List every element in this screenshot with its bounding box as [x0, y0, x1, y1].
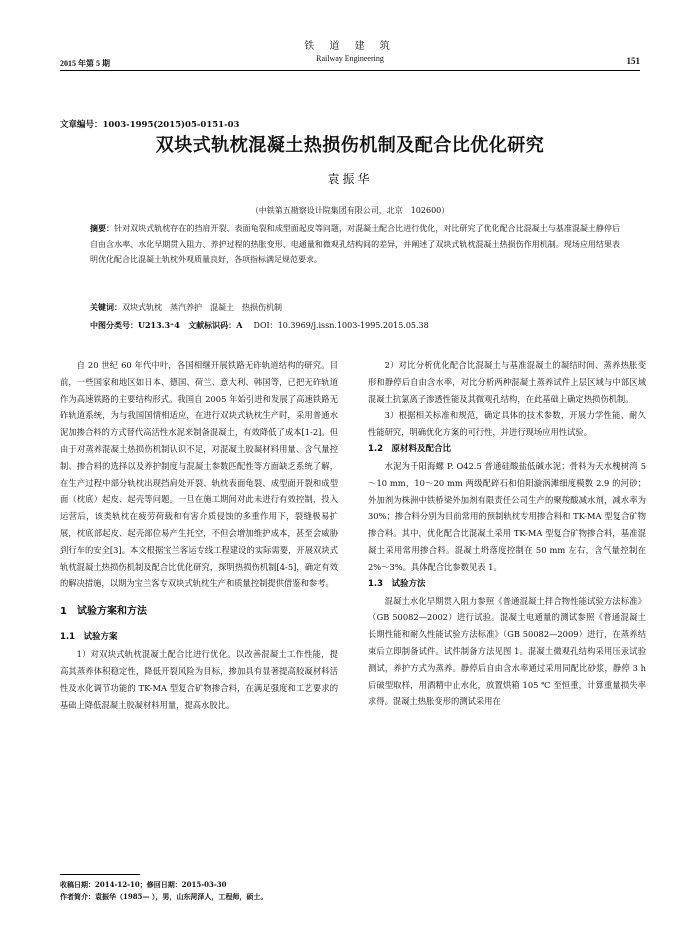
author-affiliation: （中铁第五勘察设计院集团有限公司，北京 102600） [250, 206, 450, 215]
journal-name-en: Railway Engineering [316, 54, 384, 63]
section-heading-1: 1 试验方案和方法 [60, 606, 147, 618]
received-label: 收稿日期： [60, 880, 95, 889]
issue-number: 2015 年第 5 期 [60, 59, 110, 68]
subsection-heading-1-2: 1.2 原材料及配合比 [368, 443, 452, 454]
classification-line [90, 320, 630, 331]
body-column-left [60, 357, 338, 713]
materials-paragraph: 水泥为千阳海螺 P. O42.5 普通硅酸盐低碱水泥；骨料为天水槐树湾 5～10 mm，10～20 mm 两级配碎石和伯阳漩涡滩细度模数 2.9 的河砂；外加剂为株洲中铁桥梁外加剂有限责任公司生产的聚羧酸减水剂，减水率为 30%；掺合料分别为目前常用的预制轨枕专用掺合料和 TK-MA 型复合矿物掺合料。其中，优化配合比混凝土采用 TK-MA 型复合矿物掺合料，基准混凝土采用常用掺合料。混凝土坍落度控制在 50 mm 左右，含气量控制在 2%～3%。具体配合比参数见表 1。 [368, 460, 646, 572]
received-dates: 2014-12-10；修回日期：2015-03-30 [95, 880, 227, 889]
doi-label: DOI： [253, 321, 278, 330]
test-methods-paragraph: 混凝土水化早期贯入阻力参照《普通混凝土拌合物性能试验方法标准》（GB 50082—2002）进行试验。混凝土电通量的测试参照《普通混凝土长期性能和耐久性能试验方法标准》（GB 50082—2009）进行，在蒸养结束后立即制备试件。试件制备方法见图 1。混凝土微观孔结构采用压汞试验测试，养护方式为蒸养。静停后自由含水率通过采用同配比砂浆，静停 3 h 后破型取样，用酒精中止水化，放置烘箱 105 ℃ 至恒重，计算重量损失率求得。混凝土热胀变形的测试采用在 [368, 595, 646, 707]
paper-title: 双块式轨枕混凝土热损伤机制及配合比优化研究 [155, 135, 545, 156]
keywords-text: 双块式轨枕 蒸汽养护 混凝土 热损伤机制 [122, 303, 282, 312]
header-divider [60, 70, 640, 71]
abstract-text: 针对双块式轨枕存在的挡肩开裂、表面龟裂和成型面起皮等问题，对混凝土配合比进行优化，对比研究了优化配合比混凝土与基准混凝土静停后自由含水率、水化早期贯入阻力、养护过程的热胀变形、电通量和微观孔结构间的差异，并阐述了双块式轨枕混凝土热损伤作用机制。现场应用结果表明优化配合比混凝土轨枕外观质量良好，各项指标满足规范要求。 [90, 224, 620, 264]
article-number-label: 文章编号： [60, 120, 103, 130]
method-paragraph-3: 3）根据相关标准和规范，确定具体的技术参数，开展力学性能、耐久性能研究，明确优化方案的可行性，并进行现场应用性试验。 [368, 410, 646, 438]
abstract [90, 221, 620, 268]
article-number-value: 1003-1995(2015)05-0151-03 [102, 120, 240, 130]
doc-code-value: A [236, 320, 243, 330]
subsection-heading-1-1: 1.1 试验方案 [60, 632, 118, 643]
method-paragraph-2: 2）对比分析优化配合比混凝土与基准混凝土的凝结时间、蒸养热胀变形和静停后自由含水率，对比分析两种混凝土蒸养试件上层区域与中部区域混凝土抗氯离子渗透性能及其微观孔结构，在此基础上确定热损伤机制。 [368, 360, 646, 404]
doi-value: 10.3969/j.issn.1003-1995.2015.05.38 [277, 321, 429, 330]
keywords [90, 302, 630, 313]
journal-name-cn: 铁 道 建 筑 [304, 41, 396, 52]
footnote-divider [60, 874, 140, 875]
page-number: 151 [626, 56, 640, 66]
clc-label: 中图分类号： [90, 320, 138, 330]
method-paragraph-1: 1）对双块式轨枕混凝土配合比进行优化。以改善混凝土工作性能，提高其蒸养体积稳定性，降低开裂风险为目标，掺加具有显著提高胶凝材料活性及水化调节功能的 TK-MA 型复合矿物掺合料，在满足强度和工艺要求的基础上降低混凝土胶凝材料用量，提高水胶比。 [60, 649, 338, 710]
intro-paragraph: 自 20 世纪 60 年代中叶，各国相继开展铁路无砟轨道结构的研究。目前，一些国家和地区如日本、德国、荷兰、意大利、韩国等，已把无砟轨道作为高速铁路的主要结构形式。我国自 2005 年始引进和发展了高速铁路无砟轨道系统，为与我国国情相适应，在进行双块式轨枕生产时，采用普通水泥加掺合料的方式替代高活性水泥来制备混凝土，有效降低了成本[1-2]。但由于对蒸养混凝土热损伤机制认识不足，对混凝土胶凝材料用量、含气量控制、掺合料的选择以及养护制度与混凝土参数匹配性等方面缺乏系统了解，在生产过程中部分轨枕出现挡肩处开裂、轨枕表面龟裂、成型面开裂和成型面（枕底）起皮、起壳等问题。一旦在施工期间对此未进行有效控制，投入运营后，该类轨枕在疲劳荷载和有害介质侵蚀的多重作用下，裂缝极易扩展，枕底部起皮、起壳部位易产生托空，不但会增加维护成本，甚至会威胁到行车的安全[3]。本文根据宝兰客运专线工程建设的实际需要，开展双块式轨枕混凝土热损伤机制及配合比优化研究，探明热损伤机制[4-5]，确定有效的解决措施，以期为宝兰客专双块式轨枕生产和质量控制提供借鉴和参考。 [60, 360, 338, 589]
author-bio-text: 袁振华（1985— ），男，山东菏泽人，工程师，硕士。 [95, 892, 268, 901]
footnote-author-bio [60, 891, 267, 902]
keywords-label: 关键词： [90, 302, 122, 312]
abstract-label: 摘要： [90, 223, 115, 233]
article-number [60, 118, 239, 130]
doc-code-label: 文献标识码： [188, 320, 237, 330]
author-bio-label: 作者简介： [60, 892, 95, 901]
clc-value: U213.3⁺4 [138, 320, 180, 330]
body-column-right [368, 357, 646, 710]
author-name: 袁振华 [327, 172, 373, 186]
footnote-dates [60, 879, 227, 890]
subsection-heading-1-3: 1.3 试验方法 [368, 578, 426, 589]
